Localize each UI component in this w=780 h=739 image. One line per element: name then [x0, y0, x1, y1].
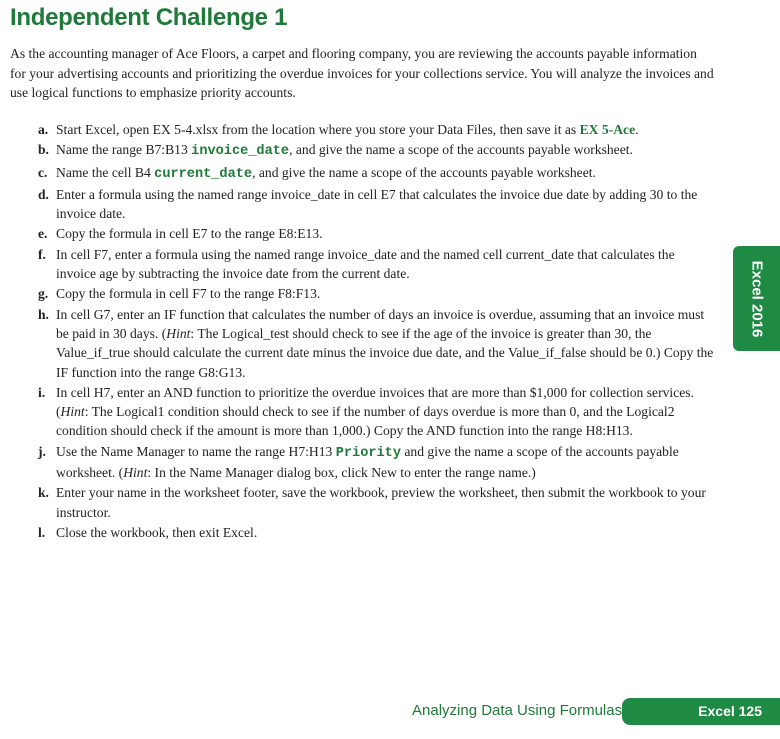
range-name-highlight: invoice_date: [191, 144, 290, 160]
priority-name-highlight: Priority: [335, 445, 401, 461]
hint-label: Hint: [60, 404, 85, 420]
step-letter: c.: [38, 164, 48, 180]
cell-name-highlight: current_date: [154, 166, 253, 182]
step-letter: b.: [38, 142, 49, 158]
step-j: [38, 442, 718, 483]
step-g: [38, 284, 718, 303]
step-letter: d.: [38, 186, 49, 202]
step-d: [38, 185, 718, 224]
step-f: [38, 245, 718, 284]
step-text: : The Logical_test should check to see if the age of the invoice is greater than 30, the Value_if_true should calculate the current date minus the invoice due date, and the Value_if_false should be 0.) Copy the IF function into the range G8:G13.: [56, 325, 714, 380]
side-tab-label: Excel 2016: [748, 260, 765, 337]
step-a: [38, 120, 718, 139]
step-letter: i.: [38, 384, 46, 400]
step-letter: j.: [38, 443, 46, 459]
file-name-highlight: EX 5-Ace: [579, 122, 636, 137]
step-h: [38, 305, 718, 382]
step-text: , and give the name a scope of the accounts payable worksheet.: [289, 142, 633, 158]
step-letter: g.: [38, 286, 49, 302]
step-letter: l.: [38, 524, 46, 540]
step-text: In cell G7, enter an IF function that calculates the number of days an invoice is overdue, assuming that an invoice must be paid in 30 days. (: [56, 306, 705, 341]
step-text: In cell F7, enter a formula using the named range invoice_date and the named cell current_date that calculates the invoice age by subtracting the invoice date from the current date.: [56, 246, 675, 282]
page-number: Excel 125: [698, 703, 762, 719]
step-letter: f.: [38, 246, 46, 262]
intro-paragraph: As the accounting manager of Ace Floors, a carpet and flooring company, you are reviewing the accounts payable information for your advertising accounts and prioritizing the overdue invoices for your collections service. You will analyze the invoices and use logical functions to emphasize priority accounts.: [10, 46, 714, 100]
step-text: Enter a formula using the named range invoice_date in cell E7 that calculates the invoice due date by adding 30 to the invoice date.: [56, 186, 698, 222]
step-letter: a.: [38, 122, 49, 137]
step-c: [38, 163, 718, 184]
hint-label: Hint: [123, 465, 148, 481]
step-i: [38, 383, 718, 441]
step-text: and give the name a scope of the accounts payable worksheet. (: [56, 443, 679, 481]
step-text: : The Logical1 condition should check to see if the number of days overdue is more than 0, and the Logical2 condition should check if the amount is more than 1,000.) Copy the AND function into the range H8:H13.: [56, 404, 675, 439]
step-text: .: [635, 122, 639, 137]
step-text: : In the Name Manager dialog box, click New to enter the range name.): [147, 465, 536, 481]
step-text: Use the Name Manager to name the range H7:H13: [56, 443, 336, 459]
step-letter: k.: [38, 485, 49, 501]
step-letter: e.: [38, 226, 48, 242]
page-heading: Independent Challenge 1: [10, 4, 288, 31]
step-list: [38, 120, 718, 543]
step-text: Copy the formula in cell E7 to the range E8:E13.: [56, 226, 323, 242]
step-text: , and give the name a scope of the accounts payable worksheet.: [252, 164, 596, 180]
step-text: Enter your name in the worksheet footer, save the workbook, preview the worksheet, then submit the workbook to your instructor.: [56, 485, 706, 520]
step-text: Name the cell B4: [56, 164, 155, 180]
step-k: [38, 483, 718, 522]
step-text: Close the workbook, then exit Excel.: [56, 524, 258, 540]
step-text: Copy the formula in cell F7 to the range F8:F13.: [56, 286, 321, 302]
footer-chapter-title: Analyzing Data Using Formulas: [412, 702, 623, 719]
step-b: [38, 140, 718, 161]
side-tab: [733, 246, 780, 351]
step-text: Start Excel, open EX 5-4.xlsx from the location where you store your Data Files, then save it as: [56, 122, 580, 137]
step-e: [38, 224, 718, 243]
step-text: In cell H7, enter an AND function to prioritize the overdue invoices that are more than $1,000 for collection services. (: [56, 384, 694, 420]
hint-label: Hint: [166, 325, 191, 341]
step-letter: h.: [38, 306, 49, 322]
footer-page-bar: [622, 698, 780, 725]
step-l: [38, 523, 718, 542]
step-text: Name the range B7:B13: [56, 142, 192, 158]
